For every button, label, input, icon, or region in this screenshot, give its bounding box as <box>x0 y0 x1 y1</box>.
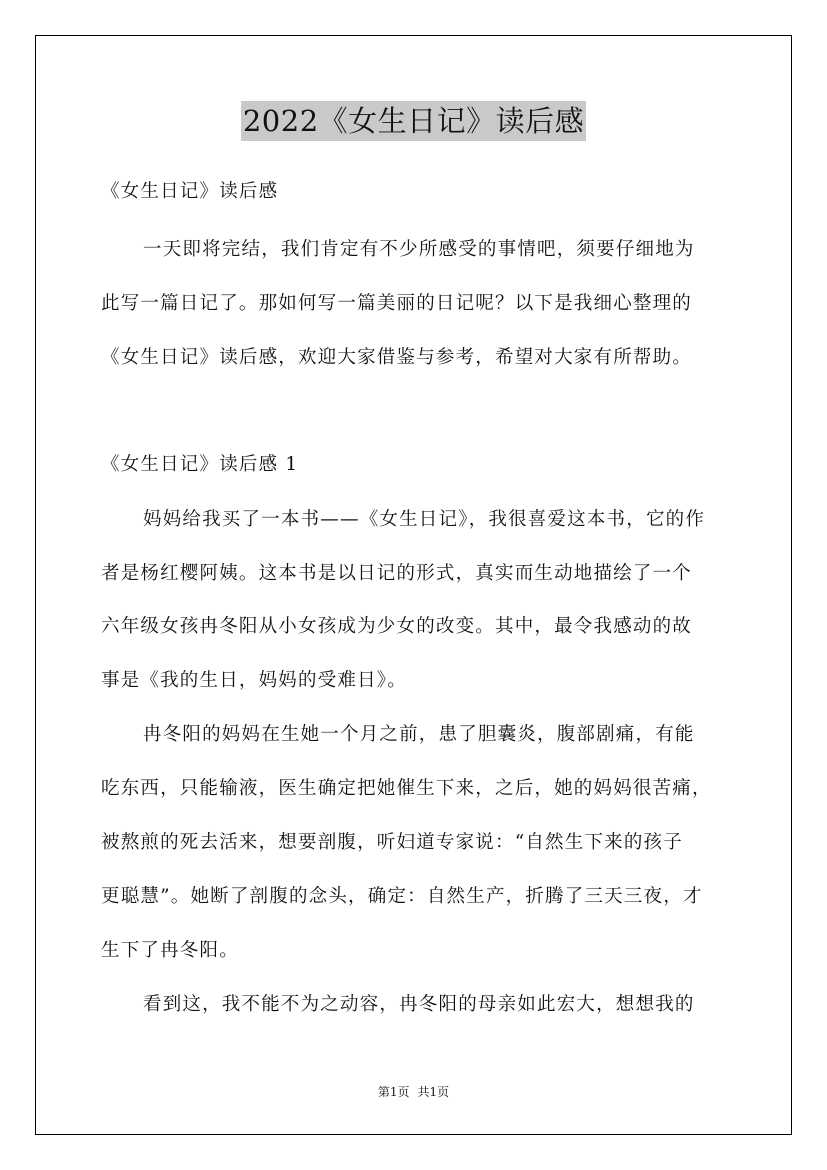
paragraph-line: 被熬煎的死去活来，想要剖腹，听妇道专家说：“自然生下来的孩子 <box>101 832 683 853</box>
section-heading: 《女生日记》读后感 <box>101 181 279 202</box>
title-container <box>0 101 827 141</box>
paragraph-line: 冉冬阳的妈妈在生她一个月之前，患了胆囊炎，腹部剧痛，有能 <box>143 724 695 745</box>
paragraph-line: 妈妈给我买了一本书——《女生日记》，我很喜爱这本书，它的作 <box>143 509 706 530</box>
paragraph-line: 吃东西，只能输液，医生确定把她催生下来，之后，她的妈妈很苦痛， <box>101 778 712 799</box>
document-title: 2022《女生日记》读后感 <box>241 101 586 141</box>
page-total: 共1页 <box>417 1085 450 1099</box>
paragraph-line: 六年级女孩冉冬阳从小女孩成为少女的改变。其中，最令我感动的故 <box>101 616 693 637</box>
paragraph-line: 看到这，我不能不为之动容，冉冬阳的母亲如此宏大，想想我的 <box>143 994 695 1015</box>
intro-line: 《女生日记》读后感，欢迎大家借鉴与参考，希望对大家有所帮助。 <box>101 347 693 368</box>
page-footer <box>0 1084 827 1100</box>
paragraph-line: 者是杨红樱阿姨。这本书是以日记的形式，真实而生动地描绘了一个 <box>101 563 693 584</box>
intro-line: 此写一篇日记了。那如何写一篇美丽的日记呢？以下是我细心整理的 <box>101 293 693 314</box>
paragraph-line: 事是《我的生日，妈妈的受难日》。 <box>101 670 407 691</box>
intro-line: 一天即将完结，我们肯定有不少所感受的事情吧，须要仔细地为 <box>143 239 695 260</box>
page-number: 第1页 <box>377 1085 410 1099</box>
paragraph-line: 生下了冉冬阳。 <box>101 940 239 961</box>
part1-heading: 《女生日记》读后感 1 <box>101 454 299 475</box>
paragraph-line: 更聪慧”。她断了剖腹的念头，确定：自然生产，折腾了三天三夜，才 <box>101 886 703 907</box>
